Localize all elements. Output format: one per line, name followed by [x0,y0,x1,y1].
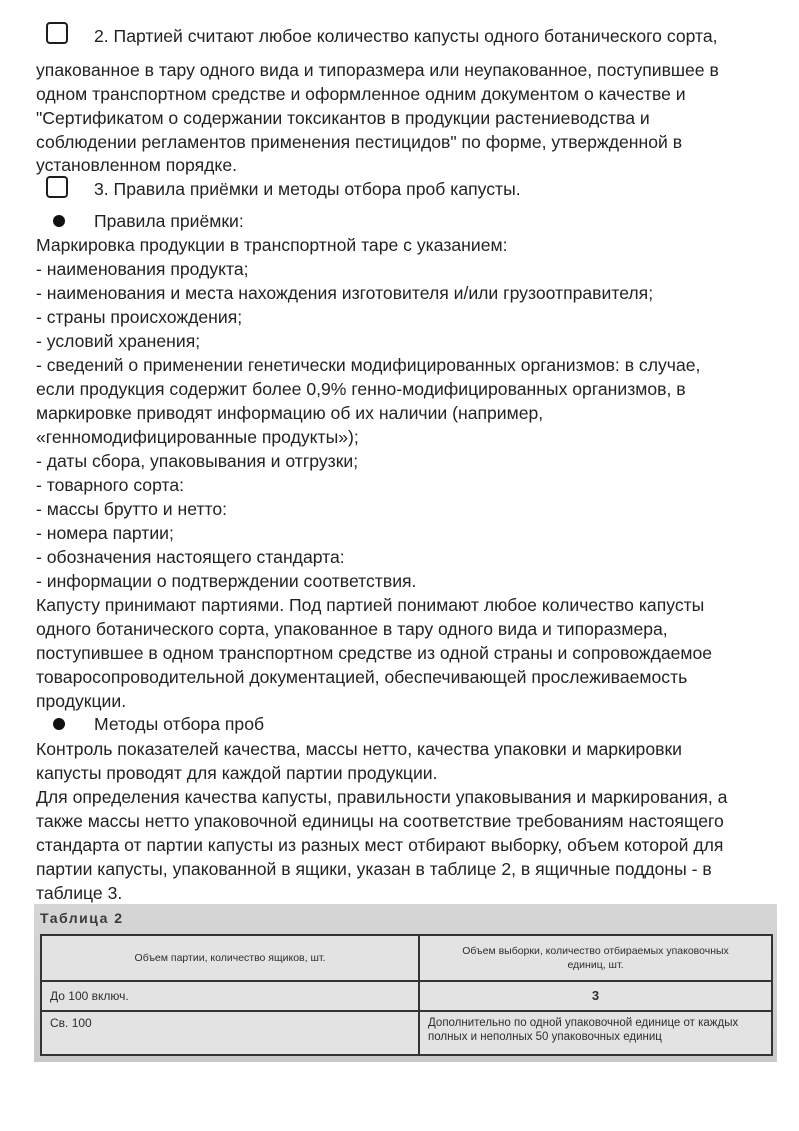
list-item: - информации о подтверждении соответствия. [36,571,417,591]
table-header-cell: Объем партии, количество ящиков, шт. [134,952,326,964]
paragraph-line: Для определения качества капусты, правильности упаковывания и маркирования, а [36,787,728,807]
bullet-icon [53,718,65,730]
list-item: - товарного сорта: [36,475,185,495]
paragraph-line: Контроль показателей качества, массы нетто, качества упаковки и маркировки [36,739,682,759]
table-cell: Дополнительно по одной упаковочной единице от каждых полных и неполных 50 упаковочных единиц [428,1017,739,1043]
list-item: - наименования продукта; [36,259,249,279]
paragraph-line: продукции. [36,691,127,711]
table-header-cell: Объем выборки, количество отбираемых упаковочных единиц, шт. [462,945,729,971]
paragraph-line: упакованное в тару одного вида и типоразмера или неупакованное, поступившее в [36,60,719,80]
paragraph-line: партии капусты, упакованной в ящики, указан в таблице 2, в ящичные поддоны - в [36,859,712,879]
paragraph-line: капусты проводят для каждой партии продукции. [36,763,438,783]
table-image [34,904,777,1062]
table-divider [42,1010,771,1012]
paragraph-line: одном транспортном средстве и оформленное одним документом о качестве и [36,84,686,104]
checkbox-item-3[interactable] [46,176,68,198]
paragraph-line: Маркировка продукции в транспортной таре с указанием: [36,235,508,255]
list-item: маркировке приводят информацию об их наличии (например, [36,403,544,423]
list-item: - даты сбора, упаковывания и отгрузки; [36,451,359,471]
subsection-heading: Правила приёмки: [94,211,244,231]
paragraph-line: поступившее в одном транспортном средстве из одной страны и сопровождаемое [36,643,713,663]
table-cell: 3 [591,988,600,1003]
bullet-icon [53,215,65,227]
checkbox-item-2[interactable] [46,22,68,44]
sample-size-table [40,934,773,1056]
paragraph-line: одного ботанического сорта, упакованное в тару одного вида и типоразмера, [36,619,668,639]
table-caption: Таблица 2 [40,910,124,926]
paragraph-line: 2. Партией считают любое количество капусты одного ботанического сорта, [94,26,718,46]
paragraph-line: товаросопроводительной документацией, обеспечивающей прослеживаемость [36,667,688,687]
list-item: - страны происхождения; [36,307,243,327]
paragraph-line: также массы нетто упаковочной единицы на соответствие требованиям настоящего [36,811,724,831]
list-item: - номера партии; [36,523,174,543]
list-item: - условий хранения; [36,331,201,351]
table-cell: Св. 100 [50,1016,92,1030]
table-cell: До 100 включ. [50,989,129,1003]
paragraph-line: соблюдении регламентов применения пестицидов" по форме, утвержденной в [36,132,683,152]
section-heading: 3. Правила приёмки и методы отбора проб капусты. [94,179,521,199]
list-item: - обозначения настоящего стандарта: [36,547,345,567]
list-item: если продукция содержит более 0,9% генно-модифицированных организмов, в [36,379,686,399]
list-item: - массы брутто и нетто: [36,499,228,519]
paragraph-line: "Сертификатом о содержании токсикантов в продукции растениеводства и [36,108,650,128]
list-item: - наименования и места нахождения изготовителя и/или грузоотправителя; [36,283,654,303]
list-item: - сведений о применении генетически модифицированных организмов: в случае, [36,355,701,375]
paragraph-line: Капусту принимают партиями. Под партией понимают любое количество капусты [36,595,705,615]
paragraph-line: установленном порядке. [36,155,237,175]
subsection-heading: Методы отбора проб [94,714,265,734]
paragraph-line: стандарта от партии капусты из разных мест отбирают выборку, объем которой для [36,835,724,855]
paragraph-line: таблице 3. [36,883,123,903]
list-item: «генномодифицированные продукты»); [36,427,359,447]
